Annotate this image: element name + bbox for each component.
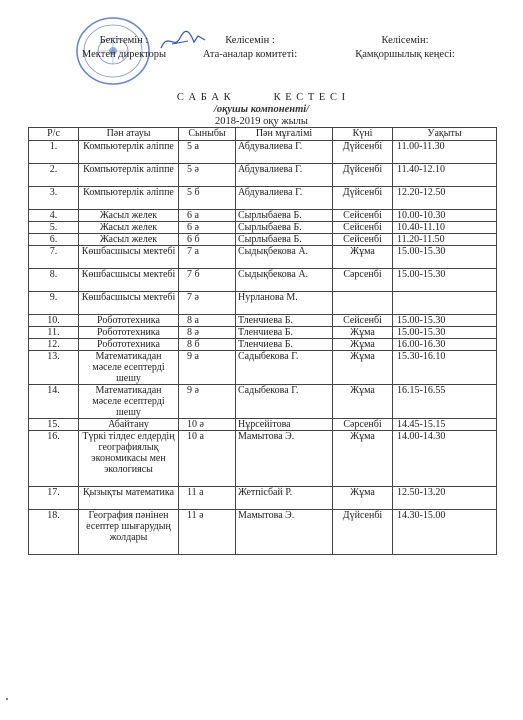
- cell-subject: Компьютерлік әліппе: [79, 141, 179, 164]
- table-row: [29, 510, 497, 555]
- cell-num: 13.: [29, 351, 79, 385]
- cell-day: Жұма: [333, 385, 393, 419]
- cell-teacher: Сыдықбекова А.: [236, 246, 333, 269]
- cell-cls: 7 ә: [179, 292, 236, 315]
- cell-teacher: Сырлыбаева Б.: [236, 210, 333, 222]
- cell-time: 16.00-16.30: [393, 339, 497, 351]
- cell-teacher: Абдувалиева Г.: [236, 187, 333, 210]
- header-cell: Пән мұғалімі: [236, 128, 333, 141]
- cell-num: 8.: [29, 269, 79, 292]
- title-word-1: С А Б А К: [176, 92, 232, 103]
- cell-time: 12.20-12.50: [393, 187, 497, 210]
- scan-speck: [6, 698, 8, 700]
- cell-teacher: Жетпісбай Р.: [236, 487, 333, 510]
- cell-cls: 6 ә: [179, 222, 236, 234]
- cell-subject: Жасыл желек: [79, 234, 179, 246]
- cell-subject: Робототехника: [79, 315, 179, 327]
- cell-teacher: Абдувалиева Г.: [236, 164, 333, 187]
- cell-subject: Робототехника: [79, 339, 179, 351]
- cell-day: Жұма: [333, 327, 393, 339]
- cell-cls: 9 ә: [179, 385, 236, 419]
- table-row: [29, 246, 497, 269]
- cell-subject: Түркі тілдес елдердің географиялық экономикасы мен экологиясы: [79, 431, 179, 487]
- header-cell: Күні: [333, 128, 393, 141]
- schedule-table: [28, 127, 497, 555]
- cell-subject: Математикадан мәселе есептерді шешу: [79, 351, 179, 385]
- cell-num: 15.: [29, 419, 79, 431]
- cell-subject: Көшбасшысы мектебі: [79, 269, 179, 292]
- cell-day: Жұма: [333, 431, 393, 487]
- cell-time: 10.40-11.10: [393, 222, 497, 234]
- cell-num: 4.: [29, 210, 79, 222]
- cell-teacher: Садыбекова Г.: [236, 351, 333, 385]
- cell-num: 12.: [29, 339, 79, 351]
- cell-teacher: Тленчиева Б.: [236, 315, 333, 327]
- cell-teacher: Нұрсейітова: [236, 419, 333, 431]
- cell-teacher: Тленчиева Б.: [236, 327, 333, 339]
- table-row: [29, 222, 497, 234]
- cell-day: [333, 292, 393, 315]
- cell-cls: 8 б: [179, 339, 236, 351]
- cell-cls: 7 б: [179, 269, 236, 292]
- cell-num: 3.: [29, 187, 79, 210]
- approval-board-of-trustees: [325, 34, 485, 62]
- cell-cls: 9 а: [179, 351, 236, 385]
- cell-num: 1.: [29, 141, 79, 164]
- approval-name: Мектеп директоры: [81, 49, 167, 60]
- cell-day: Жұма: [333, 246, 393, 269]
- cell-cls: 8 а: [179, 315, 236, 327]
- table-row: [29, 164, 497, 187]
- cell-teacher: Мамытова Э.: [236, 510, 333, 555]
- cell-subject: Жасыл желек: [79, 210, 179, 222]
- cell-subject: Абайтану: [79, 419, 179, 431]
- cell-subject: Көшбасшысы мектебі: [79, 292, 179, 315]
- cell-day: Сейсенбі: [333, 222, 393, 234]
- header-cell: Пән атауы: [79, 128, 179, 141]
- cell-time: 15.00-15.30: [393, 327, 497, 339]
- cell-num: 16.: [29, 431, 79, 487]
- document-title: [0, 92, 523, 103]
- table-header-row: [29, 128, 497, 141]
- cell-num: 11.: [29, 327, 79, 339]
- cell-time: 15.30-16.10: [393, 351, 497, 385]
- table-row: [29, 315, 497, 327]
- cell-cls: 5 б: [179, 187, 236, 210]
- cell-teacher: Абдувалиева Г.: [236, 141, 333, 164]
- header-cell: Сыныбы: [179, 128, 236, 141]
- cell-time: 14.00-14.30: [393, 431, 497, 487]
- cell-time: 14.45-15.15: [393, 419, 497, 431]
- cell-time: 11.00-11.30: [393, 141, 497, 164]
- table-row: [29, 292, 497, 315]
- cell-teacher: Садыбекова Г.: [236, 385, 333, 419]
- table-row: [29, 431, 497, 487]
- cell-day: Сәрсенбі: [333, 269, 393, 292]
- approval-name: Қамқоршылық кеңесі:: [355, 49, 455, 60]
- cell-time: 11.20-11.50: [393, 234, 497, 246]
- cell-day: Сейсенбі: [333, 234, 393, 246]
- cell-subject: Компьютерлік әліппе: [79, 187, 179, 210]
- cell-num: 10.: [29, 315, 79, 327]
- approval-label: Бекітемін :: [99, 35, 149, 46]
- header-cell: Р/с: [29, 128, 79, 141]
- cell-cls: 6 а: [179, 210, 236, 222]
- cell-cls: 10 ә: [179, 419, 236, 431]
- cell-subject: Математикадан мәселе есептерді шешу: [79, 385, 179, 419]
- cell-time: 11.40-12.10: [393, 164, 497, 187]
- cell-subject: Жасыл желек: [79, 222, 179, 234]
- header-cell: Уақыты: [393, 128, 497, 141]
- cell-time: 15.00-15.30: [393, 246, 497, 269]
- cell-day: Сәрсенбі: [333, 419, 393, 431]
- cell-day: Сейсенбі: [333, 315, 393, 327]
- cell-teacher: Сыдықбекова А.: [236, 269, 333, 292]
- cell-num: 6.: [29, 234, 79, 246]
- approval-label: Келісемін :: [225, 35, 275, 46]
- approval-label: Келісемін:: [381, 35, 429, 46]
- cell-teacher: Тленчиева Б.: [236, 339, 333, 351]
- cell-cls: 6 б: [179, 234, 236, 246]
- table-row: [29, 327, 497, 339]
- cell-time: 15.00-15.30: [393, 269, 497, 292]
- cell-teacher: Мамытова Э.: [236, 431, 333, 487]
- cell-cls: 7 а: [179, 246, 236, 269]
- table-row: [29, 269, 497, 292]
- cell-cls: 11 а: [179, 487, 236, 510]
- cell-subject: Көшбасшысы мектебі: [79, 246, 179, 269]
- document-subtitle: /оқушы компоненті/: [213, 104, 310, 115]
- cell-time: 16.15-16.55: [393, 385, 497, 419]
- cell-day: Дүйсенбі: [333, 164, 393, 187]
- table-row: [29, 419, 497, 431]
- cell-time: [393, 292, 497, 315]
- cell-subject: Робототехника: [79, 327, 179, 339]
- cell-cls: 5 ә: [179, 164, 236, 187]
- table-row: [29, 487, 497, 510]
- academic-year: 2018-2019 оқу жылы: [215, 116, 308, 127]
- cell-teacher: Сырлыбаева Б.: [236, 234, 333, 246]
- cell-cls: 8 ә: [179, 327, 236, 339]
- table-row: [29, 339, 497, 351]
- cell-subject: Қызықты математика: [79, 487, 179, 510]
- table-row: [29, 351, 497, 385]
- approval-parents-committee: [170, 34, 330, 62]
- cell-day: Дүйсенбі: [333, 141, 393, 164]
- cell-day: Сейсенбі: [333, 210, 393, 222]
- approval-name: Ата-аналар комитеті:: [202, 49, 298, 60]
- cell-day: Жұма: [333, 351, 393, 385]
- cell-subject: Компьютерлік әліппе: [79, 164, 179, 187]
- cell-subject: География пәнінен есептер шығарудың жолдары: [79, 510, 179, 555]
- cell-num: 14.: [29, 385, 79, 419]
- cell-num: 2.: [29, 164, 79, 187]
- cell-num: 5.: [29, 222, 79, 234]
- cell-teacher: Нурланова М.: [236, 292, 333, 315]
- table-row: [29, 234, 497, 246]
- cell-num: 17.: [29, 487, 79, 510]
- title-word-2: К Е С Т Е С І: [273, 92, 347, 103]
- cell-teacher: Сырлыбаева Б.: [236, 222, 333, 234]
- table-row: [29, 210, 497, 222]
- cell-cls: 11 ә: [179, 510, 236, 555]
- cell-cls: 10 а: [179, 431, 236, 487]
- table-row: [29, 141, 497, 164]
- cell-time: 15.00-15.30: [393, 315, 497, 327]
- cell-num: 18.: [29, 510, 79, 555]
- table-row: [29, 385, 497, 419]
- cell-day: Дүйсенбі: [333, 510, 393, 555]
- cell-time: 14.30-15.00: [393, 510, 497, 555]
- cell-day: Жұма: [333, 487, 393, 510]
- cell-day: Дүйсенбі: [333, 187, 393, 210]
- table-row: [29, 187, 497, 210]
- cell-day: Жұма: [333, 339, 393, 351]
- cell-num: 9.: [29, 292, 79, 315]
- cell-cls: 5 а: [179, 141, 236, 164]
- cell-num: 7.: [29, 246, 79, 269]
- cell-time: 10.00-10.30: [393, 210, 497, 222]
- cell-time: 12.50-13.20: [393, 487, 497, 510]
